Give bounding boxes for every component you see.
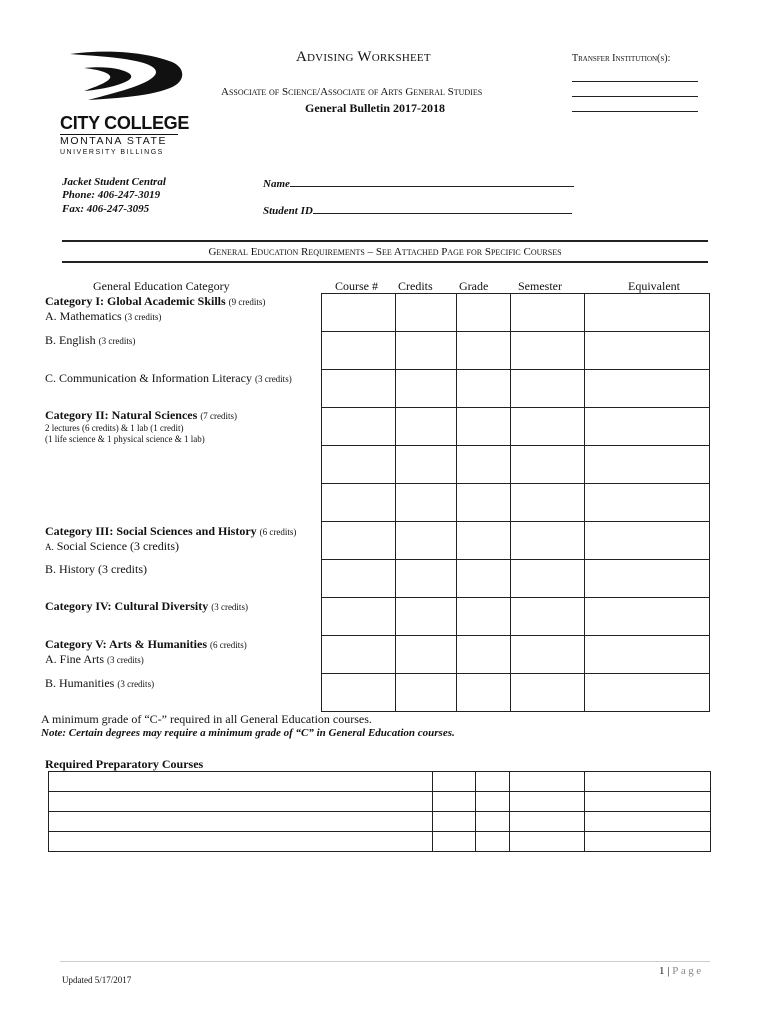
gen-ed-grid bbox=[321, 293, 710, 712]
office-fax: Fax: 406-247-3095 bbox=[62, 203, 150, 215]
logo-swoosh-icon bbox=[60, 48, 190, 106]
gen-ed-heading: General Education Requirements – See Attached Page for Specific Courses bbox=[208, 246, 562, 258]
category-5b-humanities: B. Humanities (3 credits) bbox=[45, 676, 155, 690]
category-1-heading: Category I: Global Academic Skills (9 credits) bbox=[45, 294, 266, 308]
office-phone: Phone: 406-247-3019 bbox=[62, 189, 161, 201]
table-row bbox=[322, 370, 710, 408]
name-field: Name bbox=[263, 176, 574, 190]
table-row bbox=[49, 772, 711, 792]
transfer-institution-line-3[interactable] bbox=[572, 111, 698, 112]
category-2-heading: Category II: Natural Sciences (7 credits) bbox=[45, 408, 238, 422]
table-row bbox=[322, 636, 710, 674]
degree-subtitle: Associate of Science/Associate of Arts General Studies bbox=[221, 86, 483, 98]
category-3-heading: Category III: Social Sciences and History (6 credits) bbox=[45, 524, 297, 538]
table-row bbox=[322, 484, 710, 522]
table-row bbox=[322, 598, 710, 636]
updated-date: Updated 5/17/2017 bbox=[62, 975, 132, 985]
footer-rule bbox=[60, 961, 710, 962]
bulletin-year: General Bulletin 2017-2018 bbox=[305, 101, 445, 115]
table-row bbox=[322, 446, 710, 484]
category-1b-english: B. English (3 credits) bbox=[45, 333, 136, 347]
table-row bbox=[322, 294, 710, 332]
preparatory-grid bbox=[48, 771, 711, 852]
table-row bbox=[49, 792, 711, 812]
logo-name: CITY COLLEGE bbox=[60, 113, 190, 133]
transfer-institution-line-2[interactable] bbox=[572, 96, 698, 97]
category-5-heading: Category V: Arts & Humanities (6 credits) bbox=[45, 637, 247, 651]
transfer-institution-line-1[interactable] bbox=[572, 81, 698, 82]
preparatory-heading: Required Preparatory Courses bbox=[45, 757, 204, 771]
category-4-heading: Category IV: Cultural Diversity (3 credits) bbox=[45, 599, 248, 613]
transfer-institution-label: Transfer Institution(s): bbox=[572, 53, 671, 64]
min-grade-note: A minimum grade of “C-” required in all General Education courses. bbox=[41, 712, 372, 726]
college-logo bbox=[60, 48, 190, 156]
category-5a-fine-arts: A. Fine Arts (3 credits) bbox=[45, 652, 144, 666]
office-name: Jacket Student Central bbox=[62, 176, 166, 188]
category-2-detail-1: 2 lectures (6 credits) & 1 lab (1 credit) bbox=[45, 423, 184, 433]
col-grade: Grade bbox=[459, 279, 489, 293]
table-row bbox=[322, 674, 710, 712]
logo-subline-2: UNIVERSITY BILLINGS bbox=[60, 149, 164, 156]
col-equivalent: Equivalent bbox=[628, 279, 680, 293]
logo-subline: MONTANA STATE bbox=[60, 135, 168, 147]
category-1c-communication: C. Communication & Information Literacy (3 credits) bbox=[45, 371, 292, 385]
name-input-line[interactable] bbox=[290, 176, 574, 187]
certain-degrees-note: Note: Certain degrees may require a minimum grade of “C” in General Education courses. bbox=[41, 727, 455, 739]
table-row bbox=[322, 408, 710, 446]
table-row bbox=[49, 812, 711, 832]
table-row bbox=[49, 832, 711, 852]
col-semester: Semester bbox=[518, 279, 562, 293]
category-3b-history: B. History (3 credits) bbox=[45, 562, 147, 576]
table-row bbox=[322, 560, 710, 598]
category-1a-mathematics: A. Mathematics (3 credits) bbox=[45, 309, 162, 323]
worksheet-title: Advising Worksheet bbox=[296, 49, 431, 65]
section-rule-bottom bbox=[62, 261, 708, 263]
page-number: 1 | Page bbox=[659, 965, 704, 977]
col-category: General Education Category bbox=[93, 279, 230, 293]
table-row bbox=[322, 332, 710, 370]
table-row bbox=[322, 522, 710, 560]
col-course-number: Course # bbox=[335, 279, 378, 293]
col-credits: Credits bbox=[398, 279, 433, 293]
student-id-field: Student ID bbox=[263, 203, 572, 217]
section-rule-top bbox=[62, 240, 708, 242]
category-3a-social-science: A. Social Science (3 credits) bbox=[45, 539, 180, 553]
student-id-input-line[interactable] bbox=[313, 203, 572, 214]
category-2-detail-2: (1 life science & 1 physical science & 1 lab) bbox=[45, 434, 205, 444]
